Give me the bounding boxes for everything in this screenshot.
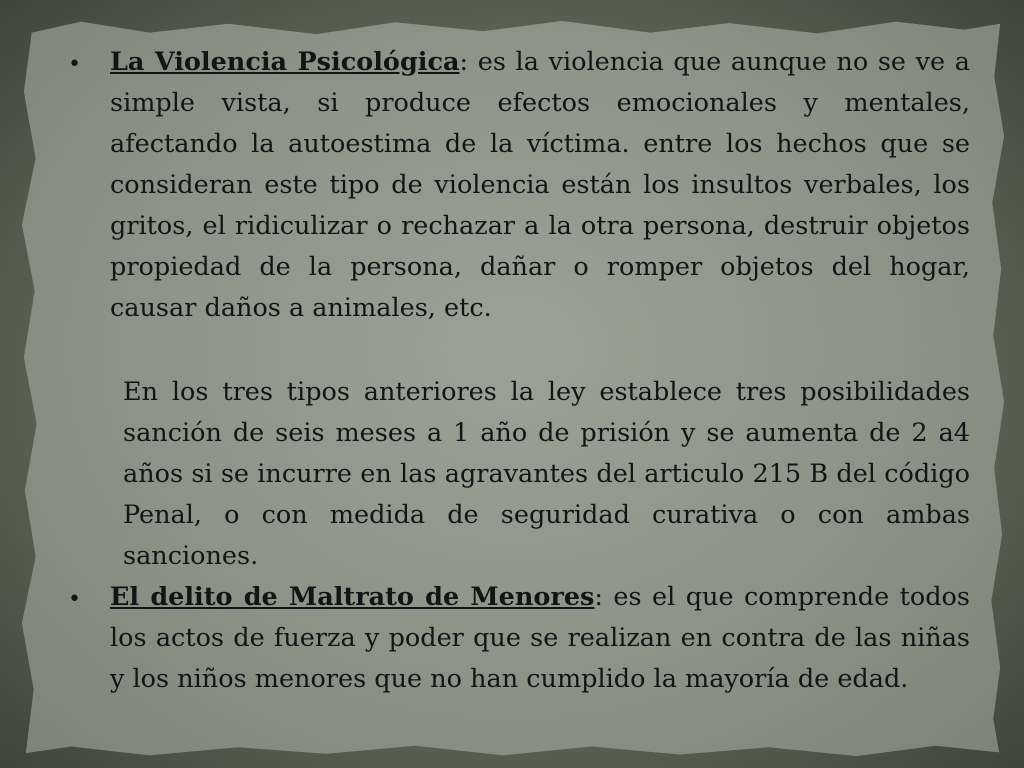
bullet-child-abuse (110, 577, 970, 700)
bullet-marker: • (68, 587, 81, 612)
bullet-term: La Violencia Psicológica (110, 47, 460, 77)
bullet-term: El delito de Maltrato de Menores (110, 582, 595, 612)
bullet-psychological-violence (110, 42, 970, 329)
bullet-text: : es la violencia que aunque no se ve a simple vista, si produce efectos emocionales y mentales, afectando la autoestima de la víctima. entre los hechos que se consideran este tipo de violencia están los insultos verbales, los gritos, el ridiculizar o rechazar a la otra persona, destruir objetos propiedad de la persona, dañar o romper objetos del hogar, causar daños a animales, etc. (110, 47, 970, 323)
sanctions-paragraph: En los tres tipos anteriores la ley establece tres posibilidades sanción de seis meses a 1 año de prisión y se aumenta de 2 a4 años si se incurre en las agravantes del articulo 215 B del código Penal, o con medida de seguridad curativa o con ambas sanciones. (123, 377, 970, 571)
bullet-text: : es el que comprende todos los actos de fuerza y poder que se realizan en contra de las niñas y los niños menores que no han cumplido la mayoría de edad. (110, 582, 970, 694)
bullet-marker: • (68, 52, 81, 77)
